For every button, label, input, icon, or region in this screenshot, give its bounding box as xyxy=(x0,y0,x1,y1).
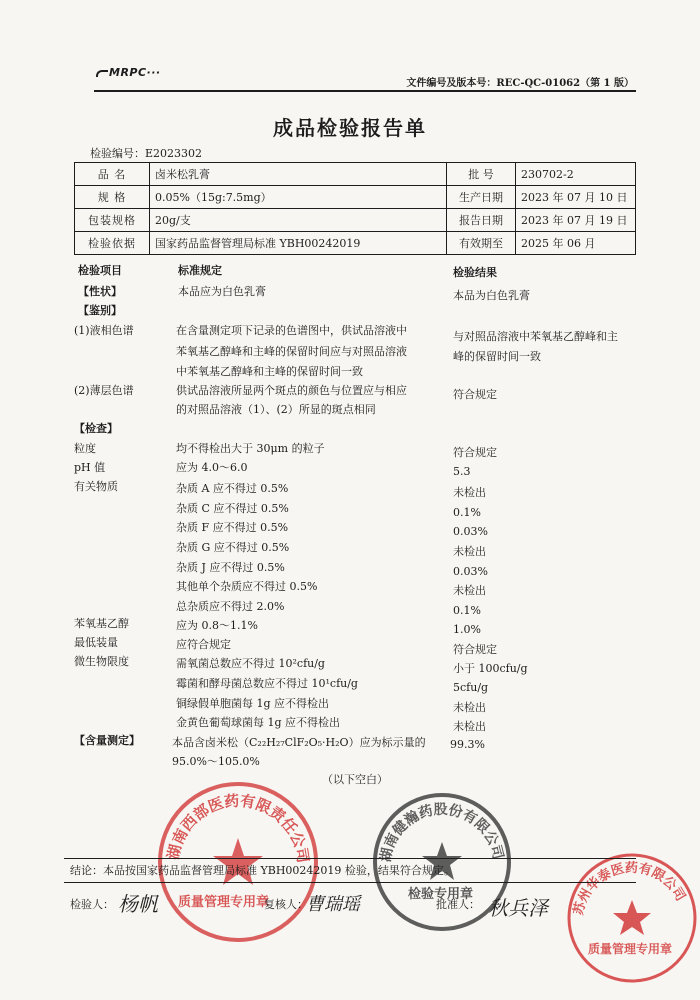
result-text: 小于 100cfu/g xyxy=(453,662,528,675)
result-text: 本品为白色乳膏 xyxy=(453,289,530,302)
stamp-ring xyxy=(566,852,698,984)
approver-label: 批准人： xyxy=(436,898,480,911)
result-text: 符合规定 xyxy=(453,643,497,656)
section-appearance: 【性状】 xyxy=(78,285,122,298)
batch-value: 230702-2 xyxy=(516,163,636,186)
standard-text: 本品应为白色乳膏 xyxy=(178,285,266,298)
page-title: 成品检验报告单 xyxy=(273,116,427,140)
info-row xyxy=(75,163,636,186)
result-text: 0.03% xyxy=(453,525,488,538)
report-date-value: 2023 年 07 月 19 日 xyxy=(516,209,636,232)
stamp-arc-text: 苏州华泰医药有限公司 xyxy=(571,860,688,917)
expiry-value: 2025 年 06 月 xyxy=(516,232,636,255)
result-text: 符合规定 xyxy=(453,388,497,401)
standard-text: 金黄色葡萄球菌每 1g 应不得检出 xyxy=(176,716,341,729)
section-identification: 【鉴别】 xyxy=(78,304,122,317)
approver-signature: 秋兵泽 xyxy=(488,896,548,920)
standard-text: 杂质 A 应不得过 0.5% xyxy=(176,482,289,495)
standard-text: 霉菌和酵母菌总数应不得过 10¹cfu/g xyxy=(176,677,358,690)
conclusion-text: 结论：本品按国家药品监督管理局标准 YBH00242019 检验，结果符合规定。 xyxy=(70,864,455,877)
standard-text: 杂质 F 应不得过 0.5% xyxy=(176,521,289,534)
standard-text: 本品含卤米松（C₂₂H₂₇ClF₂O₅·H₂O）应为标示量的 xyxy=(172,736,426,749)
result-text: 符合规定 xyxy=(453,446,497,459)
company-logo: MRPC··· xyxy=(96,66,161,79)
standard-text: 中苯氧基乙醇峰和主峰的保留时间一致 xyxy=(176,365,363,378)
item-text: (2)薄层色谱 xyxy=(74,384,134,397)
expiry-label: 有效期至 xyxy=(447,232,516,255)
footer-divider-top xyxy=(64,858,636,859)
stamp-center-text: 检验专用章 xyxy=(408,887,474,902)
standard-text: 需氧菌总数应不得过 10²cfu/g xyxy=(176,657,325,670)
reviewer-signature: 曹瑞瑶 xyxy=(306,894,360,915)
result-text: 5cfu/g xyxy=(453,681,489,694)
standard-text: 杂质 C 应不得过 0.5% xyxy=(176,502,289,515)
result-text: 99.3% xyxy=(450,738,485,751)
standard-text: 铜绿假单胞菌每 1g 应不得检出 xyxy=(176,697,330,710)
product-info-table xyxy=(74,162,636,255)
standard-text: 在含量测定项下记录的色谱图中，供试品溶液中 xyxy=(176,324,407,337)
result-text: 未检出 xyxy=(453,545,486,558)
stamp-ring xyxy=(156,780,320,944)
header-divider xyxy=(94,90,636,92)
standard-text: 其他单个杂质应不得过 0.5% xyxy=(176,580,318,593)
standard-text: 均不得检出大于 30μm 的粒子 xyxy=(176,442,325,455)
item-text: 粒度 xyxy=(74,442,96,455)
item-text: 苯氧基乙醇 xyxy=(74,617,129,630)
standard-text: 总杂质应不得过 2.0% xyxy=(176,600,285,613)
info-row xyxy=(75,209,636,232)
result-text: 未检出 xyxy=(453,701,486,714)
inspector-label: 检验人： xyxy=(70,898,114,911)
stamp-center-text: 质量管理专用章 xyxy=(178,895,270,910)
result-text: 未检出 xyxy=(453,584,486,597)
quality-stamp-left xyxy=(156,780,320,944)
quality-stamp-right xyxy=(566,852,698,984)
result-text: 未检出 xyxy=(453,486,486,499)
result-text: 与对照品溶液中苯氧基乙醇峰和主 xyxy=(453,330,618,343)
basis-label: 检验依据 xyxy=(75,232,150,255)
product-label: 品 名 xyxy=(75,163,150,186)
result-text: 1.0% xyxy=(453,623,481,636)
report-date-label: 报告日期 xyxy=(447,209,516,232)
document-number: 文件编号及版本号：REC-QC-01062（第 1 版） xyxy=(406,78,634,89)
spec-value: 0.05%（15g:7.5mg） xyxy=(150,186,447,209)
section-check: 【检查】 xyxy=(74,422,118,435)
stamp-center-text: 质量管理专用章 xyxy=(588,942,673,956)
standard-text: 杂质 G 应不得过 0.5% xyxy=(176,541,290,554)
result-text: 未检出 xyxy=(453,720,486,733)
item-text: 微生物限度 xyxy=(74,655,129,668)
result-text: 5.3 xyxy=(453,465,471,478)
standard-text: 应为 4.0～6.0 xyxy=(176,461,248,474)
inspection-number: 检验编号：E2023302 xyxy=(90,147,203,160)
footer-divider-bottom xyxy=(64,882,636,883)
reviewer-label: 复核人： xyxy=(264,898,308,911)
result-text: 峰的保留时间一致 xyxy=(453,350,541,363)
blank-note: （以下空白） xyxy=(322,773,388,786)
stamp-arc-text: 湖南西部医药有限责任公司 xyxy=(164,791,313,865)
section-assay: 【含量测定】 xyxy=(74,734,140,747)
column-header-result: 检验结果 xyxy=(453,266,497,279)
column-header-standard: 标准规定 xyxy=(178,264,222,277)
result-text: 0.03% xyxy=(453,565,488,578)
standard-text: 95.0%～105.0% xyxy=(172,755,260,768)
prod-date-value: 2023 年 07 月 10 日 xyxy=(516,186,636,209)
info-row xyxy=(75,232,636,255)
prod-date-label: 生产日期 xyxy=(447,186,516,209)
info-row xyxy=(75,186,636,209)
spec-label: 规 格 xyxy=(75,186,150,209)
item-text: 有关物质 xyxy=(74,480,118,493)
batch-label: 批 号 xyxy=(447,163,516,186)
package-label: 包装规格 xyxy=(75,209,150,232)
item-text: (1)液相色谱 xyxy=(74,324,134,337)
standard-text: 苯氧基乙醇峰和主峰的保留时间应与对照品溶液 xyxy=(176,345,407,358)
standard-text: 供试品溶液所显两个斑点的颜色与位置应与相应 xyxy=(176,384,407,397)
standard-text: 杂质 J 应不得过 0.5% xyxy=(176,561,285,574)
basis-value: 国家药品监督管理局标准 YBH00242019 xyxy=(150,232,447,255)
item-text: 最低装量 xyxy=(74,636,118,649)
stamp-arc-text: 湖南健瀚药股份有限公司 xyxy=(377,801,506,864)
product-value: 卤米松乳膏 xyxy=(150,163,447,186)
inspector-signature: 杨帆 xyxy=(118,892,158,916)
standard-text: 应符合规定 xyxy=(176,638,231,651)
result-text: 0.1% xyxy=(453,604,481,617)
package-value: 20g/支 xyxy=(150,209,447,232)
standard-text: 应为 0.8～1.1% xyxy=(176,619,258,632)
result-text: 0.1% xyxy=(453,506,481,519)
standard-text: 的对照品溶液（1）、(2）所显的斑点相同 xyxy=(176,403,376,416)
item-text: pH 值 xyxy=(74,461,106,474)
column-header-item: 检验项目 xyxy=(78,264,122,277)
